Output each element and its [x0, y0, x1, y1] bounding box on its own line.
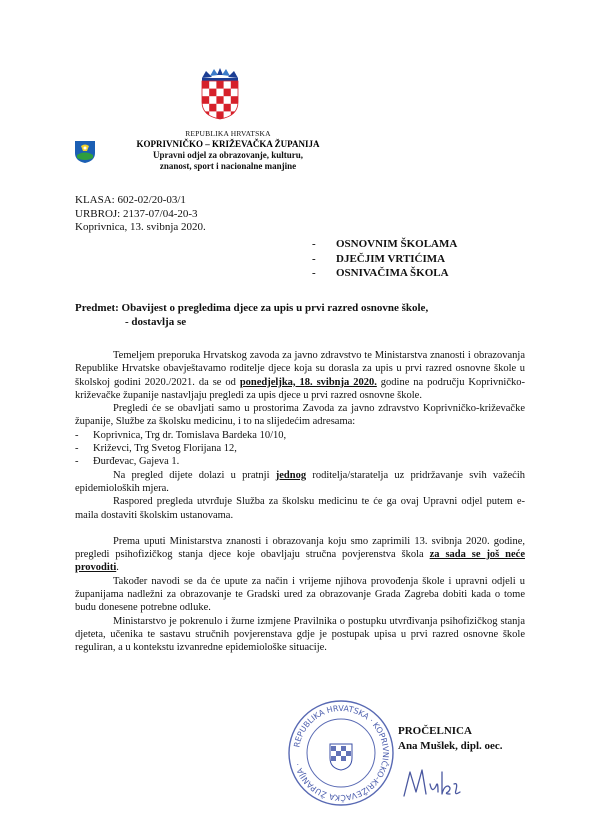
signatory-title: PROČELNICA	[398, 725, 472, 737]
department-line-1: Upravni odjel za obrazovanje, kulturu,	[152, 150, 303, 160]
handwritten-signature-icon	[398, 764, 468, 804]
subject-line-2: - dostavlja se	[125, 316, 187, 328]
official-stamp-icon	[286, 698, 396, 808]
country-name: REPUBLIKA HRVATSKA	[185, 129, 271, 138]
address-item: - Križevci, Trg Svetog Florijana 12,	[75, 443, 237, 455]
paragraph-3: Na pregled dijete dolazi u pratnji jednog roditelja/staratelja uz pridržavanje svih važećih epidemioloških mjera.	[75, 469, 525, 494]
county-name: KOPRIVNIČKO – KRIŽEVAČKA ŽUPANIJA	[136, 139, 320, 149]
paragraph-1: Temeljem preporuka Hrvatskog zavoda za javno zdravstvo te Ministarstva znanosti i obrazovanja Republike Hrvatske obavještavamo roditelje djece koja su dorasla za upis u prvi razred osnovne škole u školskoj godini 2020./2021. da se od ponedjeljka, 18. svibnja 2020. godine na području Koprivničko-križevačke županije nastavljaju pregledi za upis djece u prvi razred osnovne škole.	[75, 350, 525, 401]
not-yet-emphasis: za sada se još neće provoditi	[75, 549, 525, 574]
recipient-item: - DJEČJIM VRTIĆIMA	[312, 252, 446, 265]
address-list	[75, 429, 525, 469]
paragraph-6: Također navodi se da će upute za način i vrijeme njihova provođenja škole i upravni odjeli u županijama nadležni za obrazovanje te Gradski ured za obrazovanje Grada Zagreba dobiti kada o tome budu donesene potrebne odluke.	[75, 575, 525, 614]
address-item: - Đurđevac, Gajeva 1.	[75, 456, 180, 468]
svg-text:REPUBLIKA HRVATSKA · KOPRIVNIČ: REPUBLIKA HRVATSKA · KOPRIVNIČKO-KRIŽEVAČKA ŽUPANIJA ·	[292, 703, 391, 803]
signatory-name: Ana Mušlek, dipl. oec.	[398, 740, 503, 752]
address-item: - Koprivnica, Trg dr. Tomislava Bardeka 10/10,	[75, 429, 287, 441]
paragraph-7: Ministarstvo je pokrenulo i žurne izmjene Pravilnika o postupku utvrđivanja psihofizičkog stanja djeteta, učenika te sastavu stručnih povjerenstava gdje je postupak upisa u prvi razred osnovne škole reguliran, a u kontekstu izvanredne epidemiološke situacije.	[75, 615, 525, 654]
letter-body	[75, 349, 525, 655]
place-date: Koprivnica, 13. svibnja 2020.	[75, 221, 206, 233]
paragraph-4: Raspored pregleda utvrđuje Služba za školsku medicinu te će ga ovaj Upravni odjel putem e-maila dostaviti školskim ustanovama.	[75, 496, 525, 521]
reference-block	[75, 194, 206, 235]
recipients	[312, 237, 457, 281]
recipient-item: - OSNIVAČIMA ŠKOLA	[312, 267, 449, 279]
one-parent-emphasis: jednog	[275, 469, 307, 481]
croatia-coat-of-arms-icon	[196, 68, 244, 120]
paragraph-2: Pregledi će se obavljati samo u prostorima Zavoda za javno zdravstvo Koprivničko-križevačke županije, Službe za školsku medicinu, i to na slijedećim adresama:	[75, 403, 525, 428]
urbroj: URBROJ: 2137-07/04-20-3	[75, 207, 198, 220]
subject-line: Predmet: Obavijest o pregledima djece za upis u prvi razred osnovne škole,	[75, 302, 429, 314]
recipient-item: - OSNOVNIM ŠKOLAMA	[312, 238, 458, 250]
subject	[75, 301, 545, 329]
county-coat-of-arms-icon	[74, 140, 96, 164]
letterhead	[100, 128, 356, 172]
klasa: KLASA: 602-02/20-03/1	[75, 194, 186, 206]
department-line-2: znanost, sport i nacionalne manjine	[159, 161, 297, 171]
paragraph-5: Prema uputi Ministarstva znanosti i obrazovanja koju smo zaprimili 13. svibnja 2020. godine, pregledi psihofizičkog stanja djece koje obavljaju stručna povjerenstva škola za sada se još neće provoditi.	[75, 535, 525, 574]
signature-block	[398, 724, 503, 754]
start-date: ponedjeljka, 18. svibnja 2020.	[239, 376, 377, 388]
